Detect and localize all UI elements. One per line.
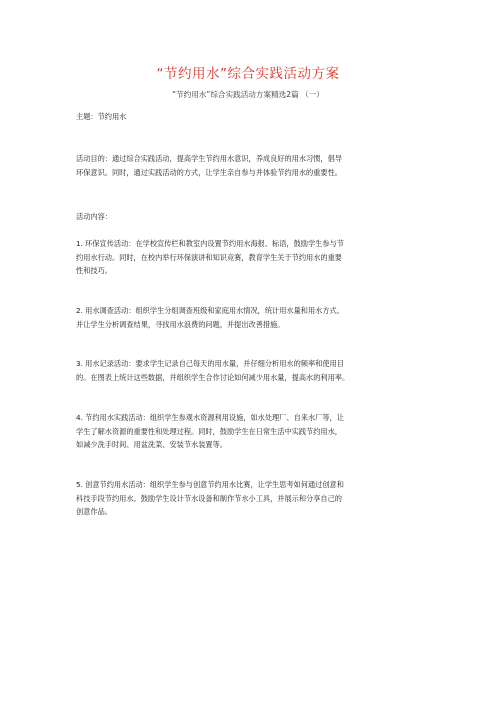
purpose-line: 环保意识。同时，通过实践活动的方式，让学生亲自参与并体验节约用水的重要性。 — [76, 167, 342, 177]
item-line: 的。在图表上统计这些数据，并组织学生合作讨论如何减少用水量，提高水的利用率。 — [76, 372, 350, 382]
document-subtitle: “节约用水”综合实践活动方案精选2篇 （一） — [172, 90, 324, 99]
activity-item-3 — [76, 357, 428, 384]
item-line: 科技手段节约用水。鼓励学生设计节水设备和制作节水小工具，并展示和分享自己的 — [76, 493, 342, 503]
item-line: 1. 环保宣传活动：在学校宣传栏和教室内设置节约用水海报、标语，鼓励学生参与节 — [76, 239, 344, 248]
purpose-line: 活动目的：通过综合实践活动，提高学生节约用水意识，养成良好的用水习惯，倡导 — [76, 154, 342, 163]
content-heading: 活动内容： — [76, 212, 112, 221]
item-line: 性和技巧。 — [76, 266, 112, 275]
activity-item-1 — [76, 237, 428, 278]
activity-item-4 — [76, 411, 428, 452]
item-line: 4. 节约用水实践活动：组织学生参观水资源利用设施，如水处理厂、自来水厂等，让 — [76, 413, 344, 422]
purpose-paragraph — [76, 152, 428, 179]
item-line: 创意作品。 — [76, 507, 112, 516]
item-line: 学生了解水资源的重要性和处理过程。同时，鼓励学生在日常生活中实践节约用水， — [76, 426, 342, 436]
item-line: 并让学生分析调查结果，寻找用水浪费的问题，并提出改善措施。 — [76, 319, 285, 329]
item-line: 3. 用水记录活动：要求学生记录自己每天的用水量，并仔细分析用水的频率和使用目 — [76, 359, 344, 368]
document-title: “节约用水”综合实践活动方案 — [156, 66, 340, 82]
activity-item-2 — [76, 304, 428, 331]
item-line: 5. 创意节约用水活动：组织学生参与创意节约用水比赛，让学生思考如何通过创意和 — [76, 480, 344, 489]
topic-line: 主题：节约用水 — [76, 112, 127, 121]
item-line: 约用水行动。同时，在校内举行环保演讲和知识竞赛，教育学生关于节约用水的重要 — [76, 252, 342, 262]
item-line: 2. 用水调查活动：组织学生分组调查班级和家庭用水情况，统计用水量和用水方式。 — [76, 306, 344, 315]
item-line: 如减少洗手时间、用盆洗菜、安装节水装置等。 — [76, 440, 227, 449]
activity-item-5 — [76, 478, 428, 519]
